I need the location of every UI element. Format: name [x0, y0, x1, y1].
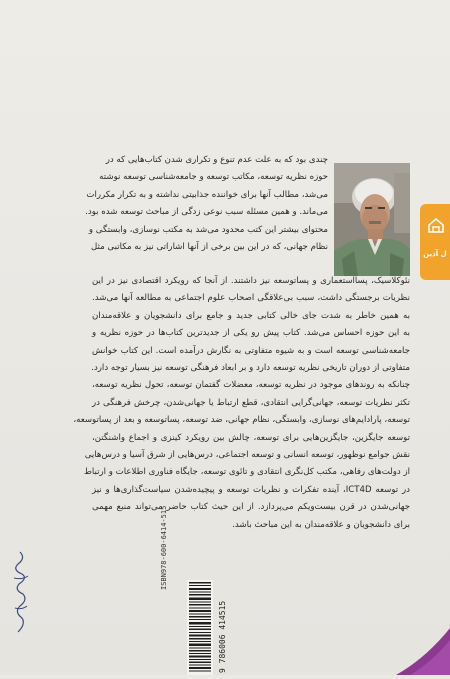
barcode [187, 580, 213, 675]
blurb-line: می‌ماند. و همین مسئله سبب نوعی زدگی از مباحث توسعه شده بود. [85, 207, 328, 218]
blurb-line: جامعه‌شناسی توسعه است و به شیوه متفاوتی به نگارش درآمده است. این کتاب خوانش [92, 345, 410, 356]
blurb-line: به همین خاطر به شدت جای خالی کتابی جدید و جامع برای دانشجویان و علاقه‌مندان [92, 310, 410, 321]
blurb-line: تکثر نظریات توسعه، جهانی‌گرایی انتقادی، قطع ارتباط یا جهانی‌شدن، چرخش فرهنگی در [92, 397, 410, 408]
blurb-line: نظریات برجستگی داشت، سبب بی‌علاقگی اصحاب علوم اجتماعی به مطالعه آنها می‌شد. [92, 293, 410, 304]
blurb-line: نظام جهانی، که در این بین برخی از آنها اشاراتی نیز به مکاتبی مثل [91, 242, 328, 253]
barcode-number: 9 786006 414515 [218, 600, 227, 673]
blurb-line: از دولت‌های رفاهی، مکتب کل‌نگری انتقادی و تائوی توسعه، جایگاه فناوری اطلاعات و ارتباط [83, 467, 410, 478]
publisher-logo-badge [420, 204, 450, 280]
blurb-line: توسعه، پارادایم‌های نوسازی، وابستگی، نظام جهانی، ضد توسعه، پساتوسعه و بعد از پساتوسعه، [73, 415, 410, 426]
blurb-line: حوزه نظریه توسعه، مکاتب توسعه و جامعه‌شناسی توسعه نوشته [99, 172, 328, 183]
handwritten-signature [8, 548, 34, 638]
blurb-line: نقش جوامع نوظهور، توسعه انسانی و توسعه اجتماعی، درس‌هایی از شرق آسیا و درس‌هایی [84, 450, 410, 461]
blurb-line: به این حوزه احساس می‌شد. کتاب پیش رو یکی از جدیدترین کتاب‌ها در حوزه نظریه و [92, 328, 410, 339]
blurb-line: برای دانشجویان و علاقه‌مندان به این مباحث باشد. [232, 519, 410, 530]
blurb-line: محتوای بیشتر این کتب محدود می‌شد به مکتب نوسازی، وابستگی و [88, 224, 328, 235]
isbn-label: ISBN978-600-6414-515 [160, 505, 168, 590]
corner-decoration [396, 628, 450, 675]
author-portrait-image [334, 163, 410, 276]
blurb-line: چندی بود که به علت عدم تنوع و تکراری شدن کتاب‌هایی که در [105, 155, 328, 165]
blurb-intro [85, 152, 328, 256]
blurb-line: جهانی‌شدن در قرن بیست‌ویکم می‌پردازد. از این حیث کتاب حاضر می‌تواند منبع مهمی [92, 502, 410, 513]
publisher-name: ل آذین [423, 250, 447, 258]
blurb-line: چنانکه به روندهای موجود در نظریه توسعه، معضلات گفتمان توسعه، تحول نظریه توسعه، [92, 380, 410, 391]
blurb-line: توسعه جایگزین، جایگزین‌هایی برای توسعه، چالش بین رویکرد کینزی و اجماع واشنگتن، [92, 432, 410, 443]
author-photo [334, 163, 410, 276]
blurb-line: در توسعه ICT4D، آینده تفکرات و نظریات توسعه و پیچیده‌شدن سیاست‌گذاری‌ها و نیز [92, 484, 410, 495]
blurb-line: متفاوتی از دوران تاریخی نظریه توسعه دارد و بر ابعاد فرهنگی توسعه نیز بسیار توجه دارد. [91, 363, 410, 374]
barcode-bars [187, 580, 213, 675]
blurb-line: می‌شد، مطالب آنها برای خواننده جذابیتی نداشته و به تکرار مکررات [86, 189, 328, 200]
publisher-logo-icon [427, 216, 445, 234]
blurb-body [73, 273, 410, 534]
blurb-line: نئوکلاسیک، پسااستعماری و پساتوسعه نیز داشتند. از آنجا که رویکرد اقتصادی نیز در این [92, 276, 410, 286]
